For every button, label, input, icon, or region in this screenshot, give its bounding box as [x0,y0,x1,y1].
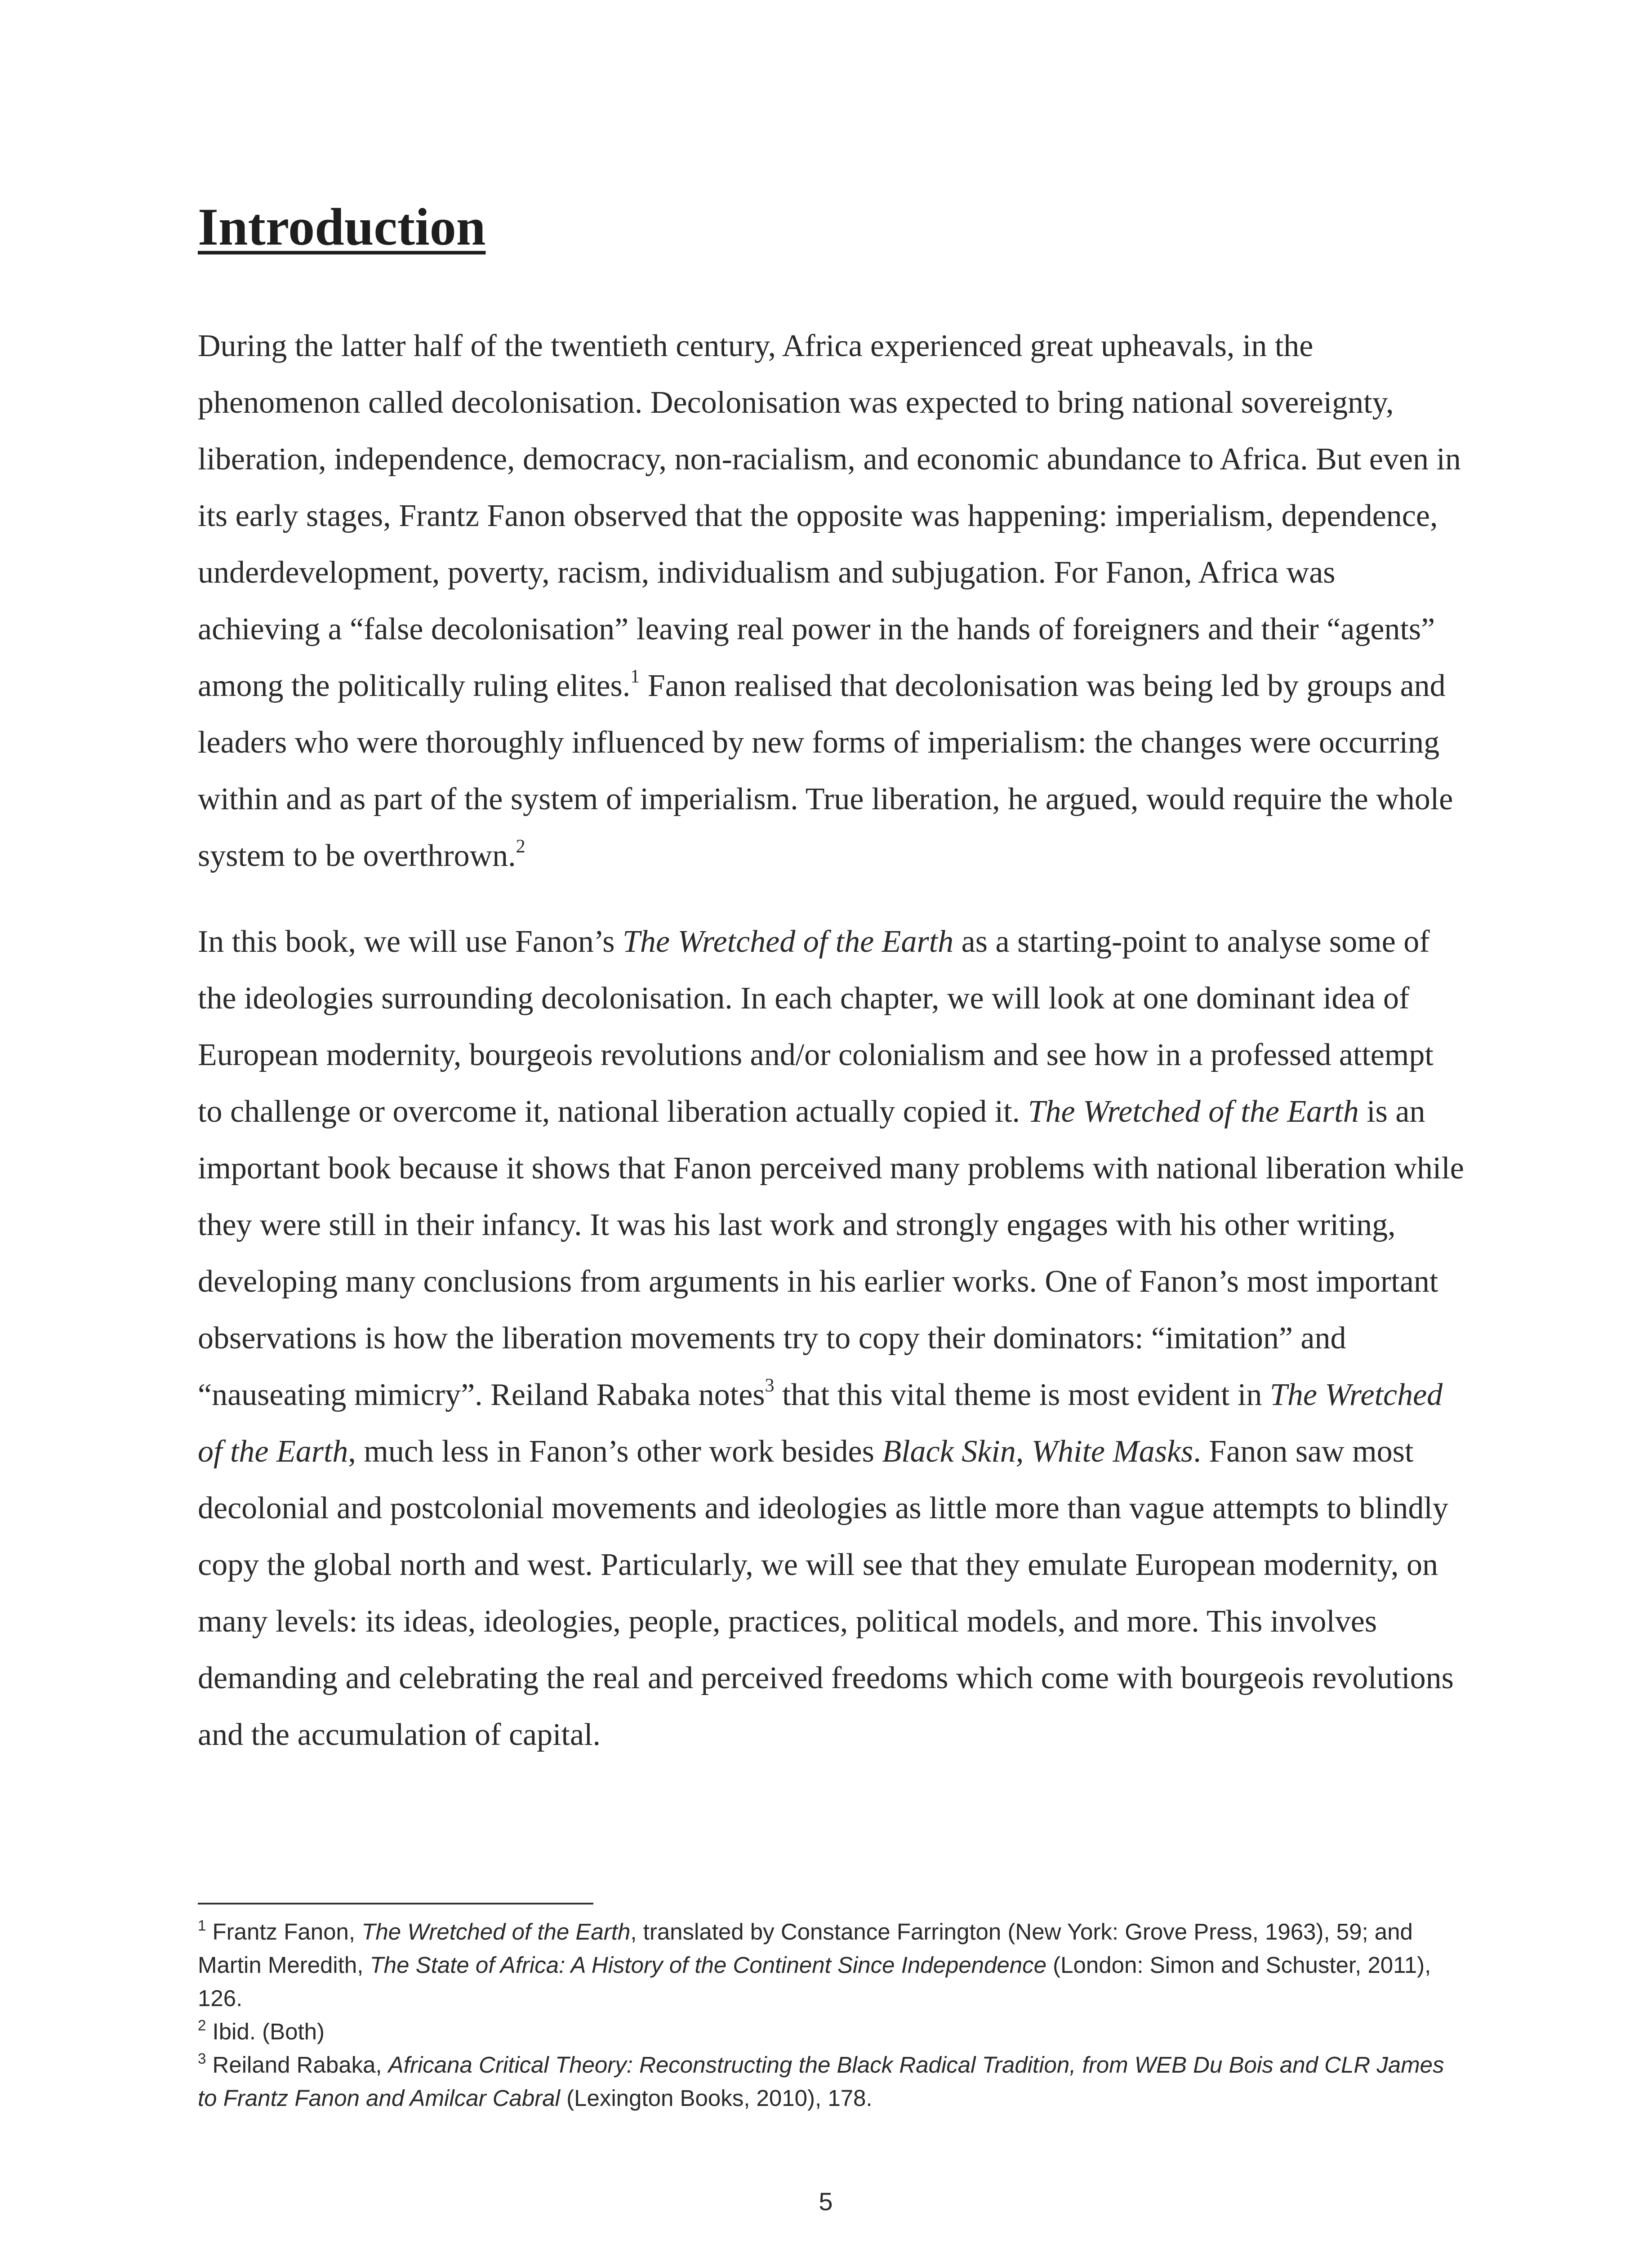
footnote-text: (London: Simon and Schuster, 2011), 126. [198,1952,1431,2011]
paragraph-text: . Fanon saw most decolonial and postcolonial movements and ideologies as little more than vague attempts to blindly copy the global north and west. Particularly, we will see that they emulate European modernity, on many levels: its ideas, ideologies, people, practices, political models, and more. This involves demanding and celebrating the real and perceived freedoms which come with bourgeois revolutions and the accumulation of capital. [198,1434,1454,1752]
paragraph-text: as a starting-point to analyse some of the ideologies surrounding decolonisation. In each chapter, we will look at one dominant idea of European modernity, bourgeois revolutions and/or colonialism and see how in a professed attempt to challenge or overcome it, national liberation actually copied it. [198,924,1434,1129]
footnote-number: 3 [198,2050,206,2067]
paragraph-text: that this vital theme is most evident in [774,1378,1270,1412]
book-title: The Wretched of the Earth [1028,1094,1359,1129]
book-title: The Wretched of the Earth [361,1919,631,1945]
footnote-text: (Lexington Books, 2010), 178. [560,2085,873,2111]
book-title: Africana Critical Theory: Reconstructing the Black Radical Tradition, from WEB Du Bois and CLR James to Frantz Fanon and Amilcar Cabral [198,2052,1444,2111]
footnote-text: Reiland Rabaka, [206,2052,388,2078]
footnote-text: Frantz Fanon, [206,1919,362,1945]
body-paragraph-2 [198,914,1465,1763]
paragraph-text: is an important book because it shows that Fanon perceived many problems with national liberation while they were still in their infancy. It was his last work and strongly engages with his other writing, developing many conclusions from arguments in his earlier works. One of Fanon’s most important observations is how the liberation movements try to copy their dominators: “imitation” and “nauseating mimicry”. Reiland Rabaka notes [198,1094,1464,1412]
footnotes [198,1915,1465,2115]
footnote-divider [198,1903,593,1905]
body-paragraph-1 [198,318,1465,884]
book-title: The Wretched of the Earth [622,924,954,959]
page-title: Introduction [198,197,486,256]
footnote-2 [198,2015,1465,2048]
paragraph-text: In this book, we will use Fanon’s [198,924,623,959]
footnote-number: 2 [198,2017,206,2034]
footnote-reference: 1 [630,666,640,687]
footnote-text: , translated by Constance Farrington (New York: Grove Press, 1963), 59; and Martin Meredith, [198,1919,1413,1978]
footnote-3 [198,2048,1465,2115]
book-title: The Wretched of the Earth [198,1378,1443,1469]
book-title: The State of Africa: A History of the Continent Since Independence [370,1952,1046,1978]
footnote-reference: 3 [765,1375,775,1396]
book-title: Black Skin, White Masks [882,1434,1193,1469]
footnote-number: 1 [198,1917,206,1934]
paragraph-text: , much less in Fanon’s other work besides [348,1434,882,1469]
footnote-1 [198,1915,1465,2015]
page-number: 5 [819,2187,833,2216]
footnote-text: Ibid. (Both) [206,2019,325,2044]
footnote-reference: 2 [516,836,525,857]
paragraph-text: Fanon realised that decolonisation was being led by groups and leaders who were thoroughly influenced by new forms of imperialism: the changes were occurring within and as part of the system of imperialism. True liberation, he argued, would require the whole system to be overthrown. [198,669,1453,873]
paragraph-text: During the latter half of the twentieth century, Africa experienced great upheavals, in the phenomenon called decolonisation. Decolonisation was expected to bring national sovereignty, liberation, independence, democracy, non-racialism, and economic abundance to Africa. But even in its early stages, Frantz Fanon observed that the opposite was happening: imperialism, dependence, underdevelopment, poverty, racism, individualism and subjugation. For Fanon, Africa was achieving a “false decolonisation” leaving real power in the hands of foreigners and their “agents” among the politically ruling elites. [198,329,1461,703]
